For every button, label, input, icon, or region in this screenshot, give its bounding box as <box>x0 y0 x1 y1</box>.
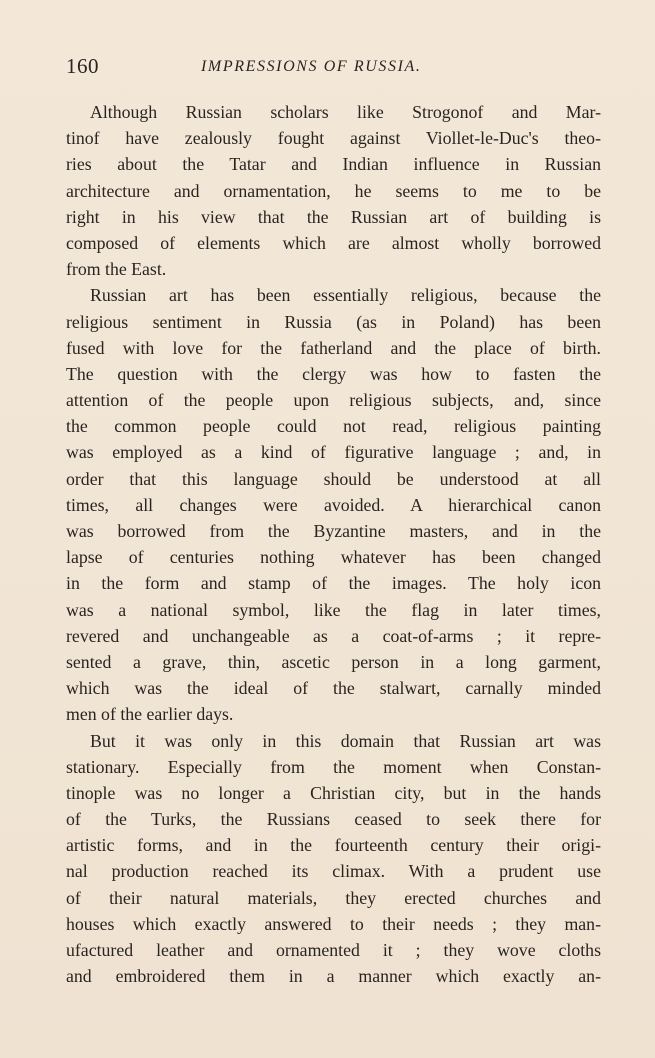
text-line: houses which exactly answered to their needs ; they man- <box>66 913 601 934</box>
text-line: nal production reached its climax. With a prudent use <box>66 861 601 882</box>
text-line: ries about the Tatar and Indian influence in Russian <box>66 154 601 175</box>
text-line: was employed as a kind of figurative language ; and, in <box>66 442 601 463</box>
text-line: revered and unchangeable as a coat-of-arms ; it repre- <box>66 625 601 646</box>
text-line: the common people could not read, religious painting <box>66 416 601 437</box>
text-line: order that this language should be understood at all <box>66 468 601 489</box>
text-line: tinople was no longer a Christian city, but in the hands <box>66 782 601 803</box>
text-line: The question with the clergy was how to fasten the <box>66 363 601 384</box>
text-line: But it was only in this domain that Russian art was <box>90 730 601 751</box>
text-line: lapse of centuries nothing whatever has been changed <box>66 547 601 568</box>
text-line: religious sentiment in Russia (as in Poland) has been <box>66 311 601 332</box>
text-line: sented a grave, thin, ascetic person in a long garment, <box>66 651 601 672</box>
text-line: ufactured leather and ornamented it ; they wove cloths <box>66 940 601 960</box>
body-text <box>66 99 601 989</box>
text-line: in the form and stamp of the images. The holy icon <box>66 573 601 594</box>
text-line: tinof have zealously fought against Viollet-le-Duc's theo- <box>66 128 601 149</box>
text-line: times, all changes were avoided. A hierarchical canon <box>66 494 601 515</box>
text-line: was borrowed from the Byzantine masters, and in the <box>66 521 601 541</box>
text-line: composed of elements which are almost wholly borrowed <box>66 232 601 253</box>
text-line: fused with love for the fatherland and the place of birth. <box>66 337 601 358</box>
text-line: attention of the people upon religious subjects, and, since <box>66 390 601 411</box>
text-line: Although Russian scholars like Strogonof and Mar- <box>90 102 601 122</box>
text-line: right in his view that the Russian art of building is <box>66 206 601 227</box>
text-line: was a national symbol, like the flag in later times, <box>66 599 601 620</box>
running-title: IMPRESSIONS OF RUSSIA. <box>201 58 422 75</box>
page-number: 160 <box>66 54 99 78</box>
text-line: of their natural materials, they erected churches and <box>66 887 601 908</box>
text-line: of the Turks, the Russians ceased to seek there for <box>66 809 601 830</box>
text-line: artistic forms, and in the fourteenth century their origi- <box>66 835 601 856</box>
text-line: which was the ideal of the stalwart, carnally minded <box>66 678 601 699</box>
page-header <box>66 52 596 86</box>
text-line: stationary. Especially from the moment when Constan- <box>66 756 601 777</box>
text-line: men of the earlier days. <box>66 704 234 725</box>
text-line: from the East. <box>66 259 167 280</box>
text-line: Russian art has been essentially religious, because the <box>90 285 601 306</box>
text-line: architecture and ornamentation, he seems to me to be <box>66 180 601 201</box>
text-line: and embroidered them in a manner which exactly an- <box>66 966 601 987</box>
